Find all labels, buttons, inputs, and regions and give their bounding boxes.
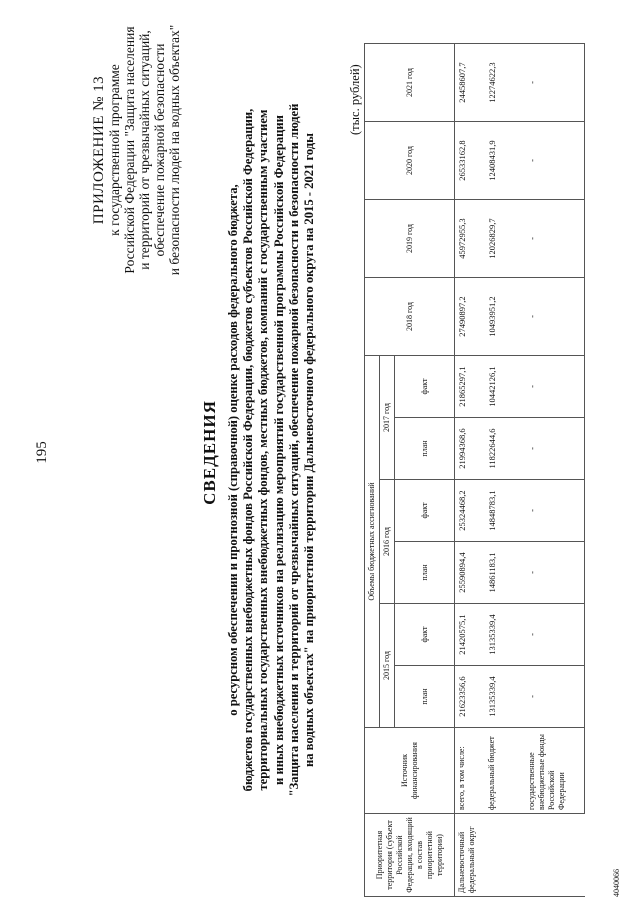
value-cell: 21420575,1 (455, 604, 485, 666)
value-cell: 45972955,3 (455, 200, 485, 278)
header-year-2019: 2019 год (365, 200, 455, 278)
appendix-line: и безопасности людей на водных объектах" (167, 24, 182, 276)
header-year-2016: 2016 год (380, 480, 395, 604)
value-cell: - (525, 278, 585, 356)
value-cell: 26533162,8 (455, 122, 485, 200)
value-cell: - (525, 604, 585, 666)
header-plan: план (395, 666, 455, 728)
value-cell: - (525, 356, 585, 418)
header-year-2021: 2021 год (365, 44, 455, 122)
value-cell: - (525, 418, 585, 480)
value-cell: 13135339,4 (485, 666, 525, 728)
territory-cell: Дальневосточный федеральный округ (455, 814, 585, 897)
appendix-line: Российской Федерации "Защита населения (122, 26, 137, 274)
footer-code: 4040066 (612, 869, 621, 897)
value-cell: - (525, 200, 585, 278)
subtitle-line: бюджетов государственных внебюджетных фондов Российской Федерации, бюджетов субъектов Российской Федерации, (241, 108, 256, 792)
value-cell: 12026829,7 (485, 200, 525, 278)
units-note: (тыс. рублей) (348, 64, 362, 135)
document-subtitle (226, 55, 317, 845)
page-number: 195 (34, 441, 50, 464)
appendix-line: обеспечение пожарной безопасности (152, 43, 167, 257)
subtitle-line: о ресурсном обеспечении и прогнозной (справочной) оценке расходов федерального бюджета, (226, 184, 240, 716)
value-cell: - (525, 542, 585, 604)
subtitle-line: на водных объектах" на приоритетной территории Дальневосточного федерального округа на 2015 - 2021 годы (302, 133, 317, 768)
value-cell: 10442126,1 (485, 356, 525, 418)
appendix-line: к государственной программе (107, 64, 122, 236)
value-cell: 10493951,2 (485, 278, 525, 356)
header-year-2017: 2017 год (380, 356, 395, 480)
value-cell: - (525, 44, 585, 122)
appendix-block (92, 15, 182, 285)
header-year-2020: 2020 год (365, 122, 455, 200)
subtitle-line: "Защита населения и территорий от чрезвычайных ситуаций, обеспечение пожарной безопасности и безопасности людей (286, 103, 301, 797)
value-cell: 24458607,7 (455, 44, 485, 122)
source-cell: федеральный бюджет (485, 728, 525, 814)
value-cell: 12408431,9 (485, 122, 525, 200)
header-fact: факт (395, 356, 455, 418)
value-cell: 11822644,6 (485, 418, 525, 480)
appendix-title: ПРИЛОЖЕНИЕ № 13 (91, 75, 107, 225)
budget-table (364, 43, 585, 897)
value-cell: - (525, 666, 585, 728)
value-cell: 27490897,2 (455, 278, 485, 356)
header-fact: факт (395, 604, 455, 666)
subtitle-line: территориальных государственных внебюджетных фондов, местных бюджетов, компаний с государственным участием (256, 109, 271, 791)
value-cell: 13135339,4 (485, 604, 525, 666)
header-fact: факт (395, 480, 455, 542)
value-cell: 21994368,6 (455, 418, 485, 480)
header-plan: план (395, 418, 455, 480)
source-cell: государственные внебюджетные фонды Российской Федерации (525, 728, 585, 814)
value-cell: - (525, 122, 585, 200)
header-volumes: Объемы бюджетных ассигнований (365, 356, 380, 728)
value-cell: 14848783,1 (485, 480, 525, 542)
source-cell: всего, в том числе: (455, 728, 485, 814)
header-territory: Приоритетная территория (субъект Российской Федерации, входящий в состав приоритетной территории) (365, 814, 455, 897)
value-cell: 12274622,3 (485, 44, 525, 122)
header-source: Источник финансирования (365, 728, 455, 814)
header-year-2015: 2015 год (380, 604, 395, 728)
value-cell: 25590894,4 (455, 542, 485, 604)
value-cell: 21865297,1 (455, 356, 485, 418)
value-cell: 21623356,6 (455, 666, 485, 728)
value-cell: 25324468,2 (455, 480, 485, 542)
value-cell: 14861183,1 (485, 542, 525, 604)
header-plan: план (395, 542, 455, 604)
document-title: СВЕДЕНИЯ (200, 400, 219, 505)
appendix-line: и территорий от чрезвычайных ситуаций, (137, 30, 152, 270)
header-year-2018: 2018 год (365, 278, 455, 356)
value-cell: - (525, 480, 585, 542)
subtitle-line: и иных внебюджетных источников на реализацию мероприятий государственной программы Российской Федерации (271, 115, 286, 785)
